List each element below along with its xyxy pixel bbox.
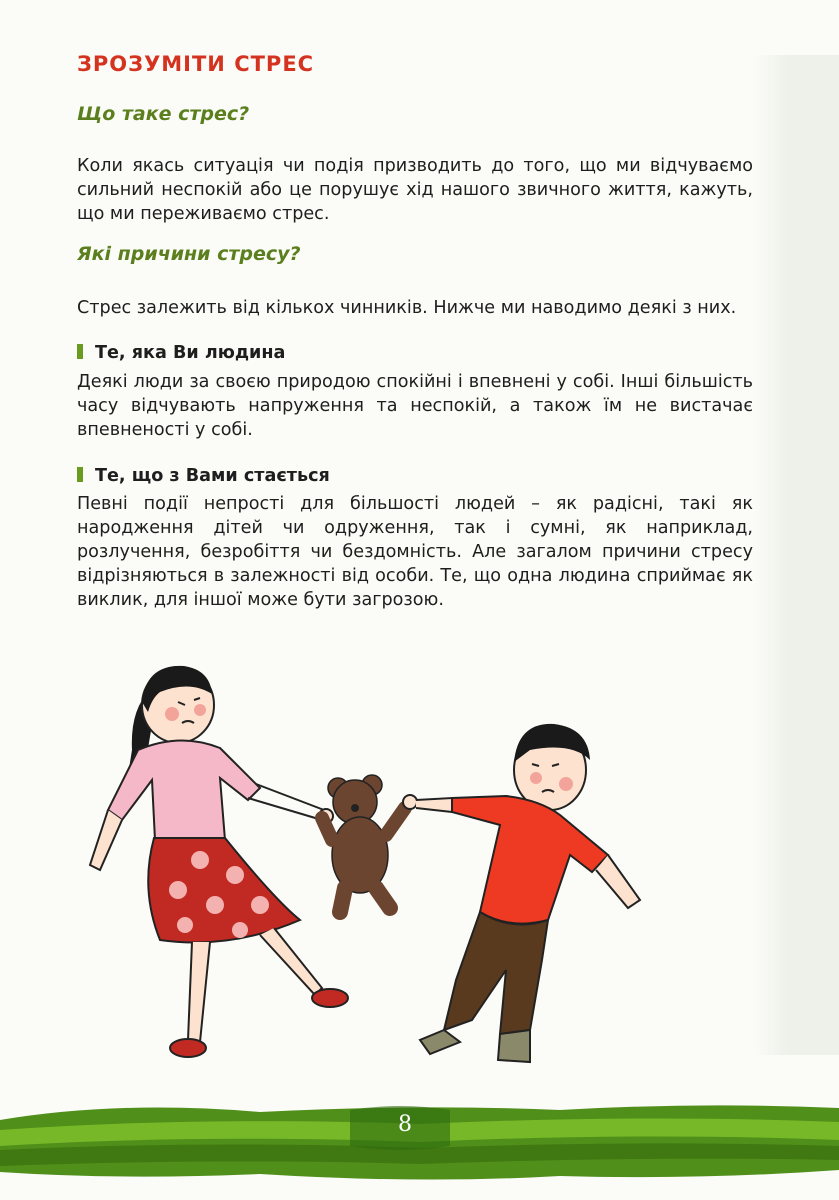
page-number: 8 [398, 1112, 412, 1137]
paragraph-events: Певні події непрості для більшості людей – як радісні, такі як народження дітей чи одруження, так і сумні, як наприклад, розлучення, безробіття чи бездомність. Але загалом причини стресу відрізняються в залежності від особи. Те, що одна людина сприймає як виклик, для іншої може бути загрозою. [77, 494, 753, 610]
bullet-bar-icon [77, 467, 83, 482]
section-title: ЗРОЗУМІТИ СТРЕС [77, 52, 315, 76]
factor-heading-personality-text: Те, яка Ви людина [95, 343, 286, 363]
factor-heading-events-text: Те, що з Вами стається [95, 466, 330, 486]
teddy-bear [322, 775, 405, 912]
question-heading-what-is-stress: Що таке стрес? [77, 103, 250, 125]
paragraph-what-is-stress: Коли якась ситуація чи подія призводить до того, що ми відчуваємо сильний неспокій або це порушує хід нашого звичного життя, кажуть, що ми переживаємо стрес. [77, 156, 753, 224]
question-heading-causes: Які причини стресу? [77, 243, 301, 265]
factor-heading-personality [77, 343, 285, 363]
grass-brush-stroke [0, 1080, 839, 1200]
boy-figure [403, 724, 640, 1062]
bleed-through-shadow [754, 55, 839, 1055]
bullet-bar-icon [77, 344, 83, 359]
paragraph-causes-intro: Стрес залежить від кількох чинників. Нижче ми наводимо деякі з них. [77, 298, 737, 318]
girl-figure [90, 666, 348, 1057]
factor-heading-events [77, 466, 330, 486]
paragraph-personality: Деякі люди за своєю природою спокійні і впевнені у собі. Інші більшість часу відчувають напруження та неспокій, а також їм не вистачає впевненості у собі. [77, 372, 753, 440]
illustration-children-teddy-bear [60, 650, 680, 1080]
